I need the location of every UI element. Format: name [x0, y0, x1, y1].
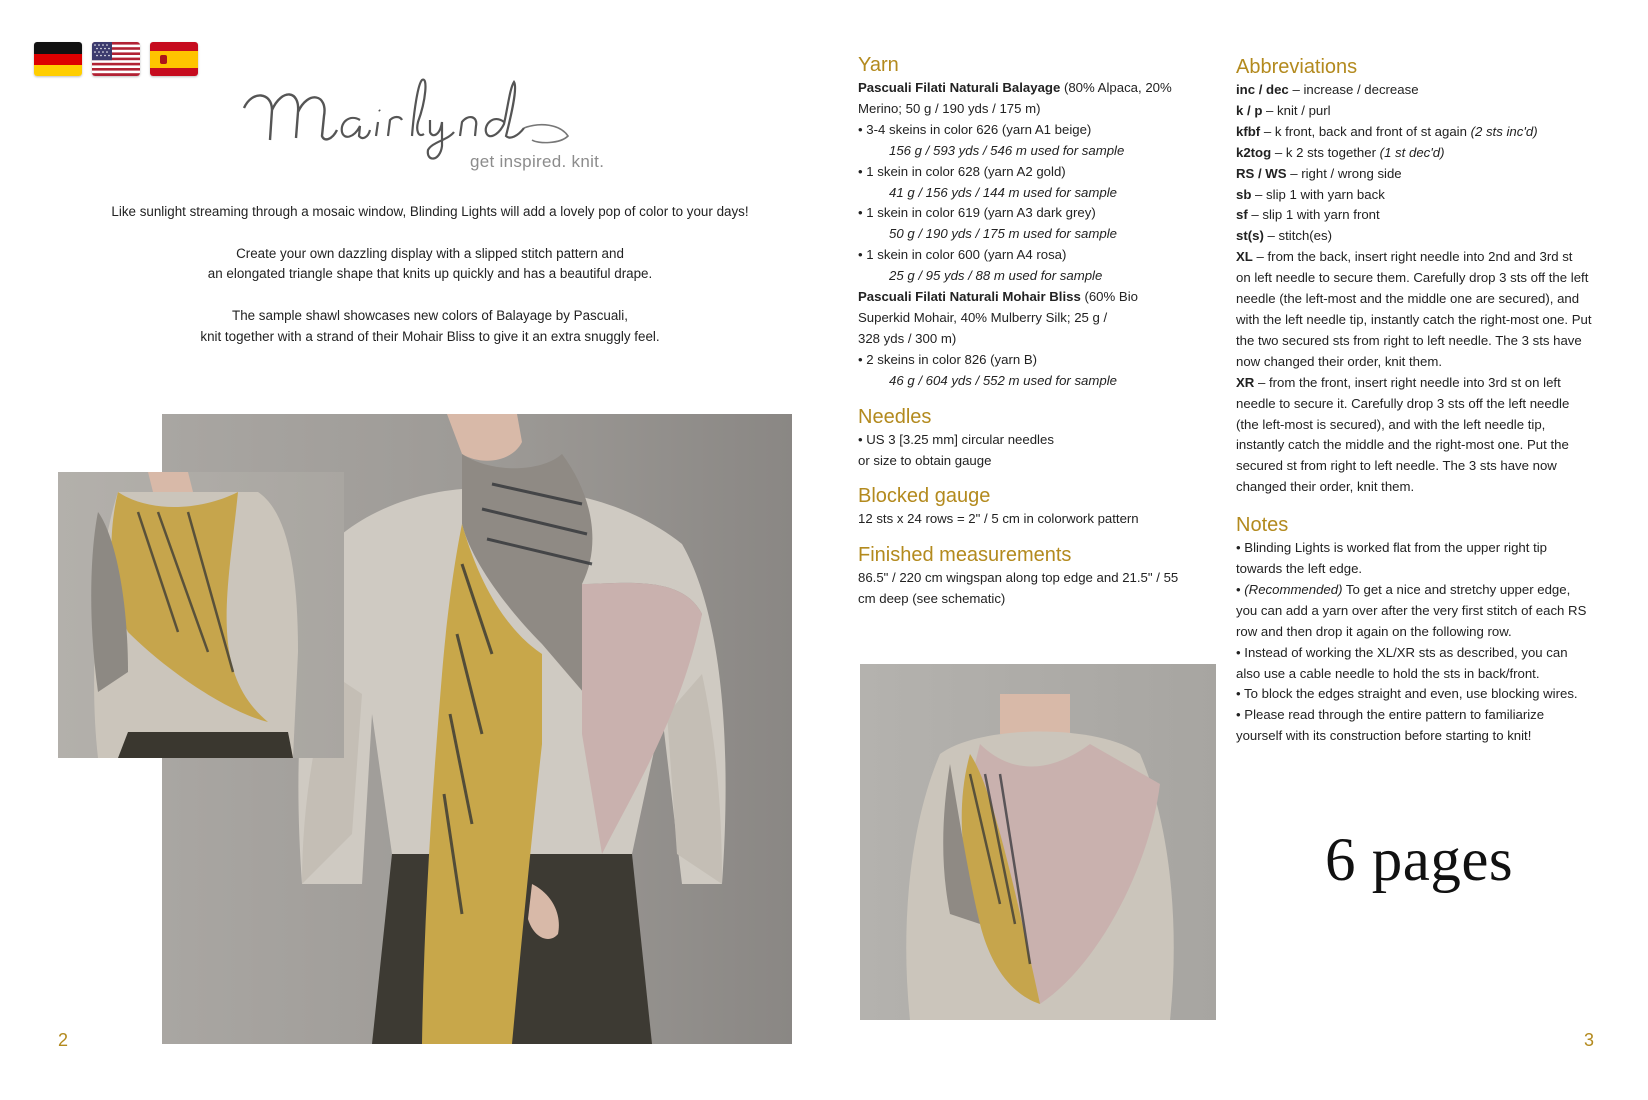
yarn-usage: 25 g / 95 yds / 88 m used for sample [889, 268, 1103, 284]
xl-line: on left needle to secure them. Carefully drop 3 sts off the left [1236, 270, 1589, 286]
abbreviation-term: kfbf [1236, 123, 1261, 139]
xr-line: – from the front, insert right needle into 3rd st on left [1254, 374, 1561, 390]
abbreviation-item [1236, 205, 1596, 226]
notes-heading: Notes [1236, 514, 1289, 537]
xl-line: with the left needle tip, instantly catch the right-most one. Put [1236, 311, 1592, 327]
yarn-usage: 46 g / 604 yds / 552 m used for sample [889, 372, 1117, 388]
abbreviation-item [1236, 164, 1596, 185]
abbreviation-note: (2 sts inc'd) [1470, 123, 1538, 139]
intro-paragraph-1: Like sunlight streaming through a mosaic window, Blinding Lights will add a lovely pop of color to your days! [111, 204, 749, 219]
yarn-item: • 1 skein in color 600 (yarn A4 rosa) [858, 247, 1067, 263]
abbreviations-section [1236, 54, 1596, 498]
abbreviation-def: – increase / decrease [1288, 82, 1419, 97]
abbreviation-item [1236, 185, 1596, 206]
intro-line-4: The sample shawl showcases new colors of Balayage by Pascuali, [232, 307, 628, 323]
intro-line-2: Create your own dazzling display with a slipped stitch pattern and [236, 245, 624, 261]
yarn-section [858, 52, 1218, 392]
xr-line: (the left-most is secured), and with the left needle tip, [1236, 416, 1546, 432]
measurements-line-2: cm deep (see schematic) [858, 591, 1006, 607]
page-count-label: 6 pages [1325, 827, 1514, 894]
abbreviation-term: sb [1236, 186, 1252, 202]
yarn-usage: 156 g / 593 yds / 546 m used for sample [889, 142, 1125, 158]
abbreviation-def: – slip 1 with yarn back [1251, 186, 1385, 202]
abbreviation-term: sf [1236, 207, 1248, 223]
abbreviations-heading: Abbreviations [1236, 56, 1358, 78]
abbreviation-note: (1 st dec'd) [1379, 144, 1445, 160]
measurements-heading: Finished measurements [858, 544, 1072, 567]
abbreviation-item [1236, 226, 1596, 247]
abbreviation-def: – right / wrong side [1286, 165, 1402, 181]
needles-line-2: or size to obtain gauge [858, 452, 992, 468]
recommended-label: (Recommended) [1244, 581, 1343, 597]
xr-line: instantly catch the middle and the right-most one. Put the [1236, 437, 1569, 453]
yarn-brand-1-detail: (80% Alpaca, 20% [1060, 80, 1172, 95]
notes-line: • Please read through the entire pattern to familiarize [1236, 707, 1545, 723]
us-flag-icon[interactable] [92, 42, 140, 76]
intro-line-3: an elongated triangle shape that knits up quickly and has a beautiful drape. [207, 266, 653, 282]
yarn-usage: 50 g / 190 yds / 175 m used for sample [889, 226, 1117, 242]
abbreviations-column [1236, 54, 1596, 759]
yarn-item: • 3-4 skeins in color 626 (yarn A1 beige) [858, 121, 1092, 137]
xr-line: needle to secure it. Carefully drop 3 sts off the left needle [1236, 395, 1570, 411]
xl-definition [1236, 247, 1596, 268]
abbreviation-def: – k 2 sts together [1271, 144, 1380, 160]
abbreviation-def: – slip 1 with yarn front [1247, 207, 1380, 223]
gauge-heading: Blocked gauge [858, 485, 991, 508]
abbreviation-def: – stitch(es) [1263, 228, 1332, 244]
yarn-usage: 41 g / 156 yds / 144 m used for sample [889, 184, 1117, 200]
notes-line: • Instead of working the XL/XR sts as described, you can [1236, 644, 1568, 660]
notes-line: towards the left edge. [1236, 561, 1363, 577]
abbreviation-term: k2tog [1236, 144, 1272, 160]
yarn-brand-2-detail: (60% Bio [1080, 289, 1138, 305]
yarn-brand-1: Pascuali Filati Naturali Balayage [858, 80, 1061, 95]
abbreviation-term: inc / dec [1236, 82, 1289, 97]
notes-section [1236, 512, 1596, 747]
notes-line-text: To get a nice and stretchy upper edge, [1342, 581, 1571, 597]
xr-definition [1236, 373, 1596, 394]
notes-line: also use a cable needle to hold the sts in back/front. [1236, 665, 1540, 681]
notes-line: • To block the edges straight and even, use blocking wires. [1236, 686, 1578, 702]
page-number-left: 2 [58, 1030, 69, 1050]
yarn-brand-2-line2: Superkid Mohair, 40% Mulberry Silk; 25 g / [858, 309, 1108, 325]
shawl-photo-side [58, 472, 344, 758]
xl-term: XL [1236, 249, 1253, 265]
shawl-photo-front [860, 664, 1216, 1020]
yarn-brand-2: Pascuali Filati Naturali Mohair Bliss [858, 289, 1081, 305]
xr-term: XR [1236, 374, 1255, 390]
xl-line: now changed their order, knit them. [1236, 353, 1442, 369]
yarn-item: • 2 skeins in color 826 (yarn B) [858, 351, 1038, 367]
measurements-line-1: 86.5" / 220 cm wingspan along top edge and 21.5" / 55 [858, 570, 1179, 586]
xl-line: needle (the left-most and the middle one are secured), and [1236, 291, 1580, 307]
intro-line-5: knit together with a strand of their Mohair Bliss to give it an extra snuggly feel. [200, 328, 660, 344]
gauge-section [858, 483, 1218, 530]
needles-section [858, 404, 1218, 472]
xr-line: secured st from right to left needle. The 3 sts have now [1236, 458, 1557, 474]
abbreviation-def: – knit / purl [1262, 102, 1331, 118]
materials-column [858, 52, 1218, 622]
abbreviation-term: RS / WS [1236, 165, 1287, 181]
abbreviation-item [1236, 80, 1596, 101]
abbreviation-def: – k front, back and front of st again [1260, 123, 1471, 139]
notes-line: • Blinding Lights is worked flat from the upper right tip [1236, 540, 1548, 556]
xl-line: the two secured sts from right to left needle. The 3 sts have [1236, 332, 1582, 348]
abbreviation-item [1236, 122, 1596, 143]
abbreviation-item [1236, 143, 1596, 164]
gauge-line-1: 12 sts x 24 rows = 2" / 5 cm in colorwork pattern [858, 511, 1139, 527]
intro-text [80, 202, 780, 348]
page-number-right: 3 [1584, 1030, 1595, 1050]
abbreviation-term: k / p [1236, 102, 1263, 118]
notes-line: you can add a yarn over after the very first stitch of each RS [1236, 602, 1587, 618]
needles-line-1: • US 3 [3.25 mm] circular needles [858, 431, 1054, 447]
xr-line: changed their order, knit them. [1236, 479, 1415, 495]
german-flag-icon[interactable] [34, 42, 82, 76]
notes-line: • (Recommended) To get a nice and stretchy upper edge, [1236, 581, 1571, 597]
xl-line: – from the back, insert right needle into 2nd and 3rd st [1252, 249, 1573, 265]
spanish-flag-icon[interactable] [150, 42, 198, 76]
notes-line: yourself with its construction before starting to knit! [1236, 728, 1532, 744]
yarn-item: • 1 skein in color 628 (yarn A2 gold) [858, 163, 1066, 179]
yarn-brand-2-line3: 328 yds / 300 m) [858, 330, 957, 346]
yarn-brand-1-line2: Merino; 50 g / 190 yds / 175 m) [858, 100, 1041, 116]
abbreviation-item [1236, 101, 1596, 122]
measurements-section [858, 542, 1218, 610]
yarn-item: • 1 skein in color 619 (yarn A3 dark grey) [858, 205, 1096, 221]
yarn-heading: Yarn [858, 54, 899, 76]
notes-line: row and then drop it again on the following row. [1236, 623, 1512, 639]
abbreviation-term: st(s) [1236, 228, 1264, 244]
logo-tagline: get inspired. knit. [470, 152, 605, 171]
needles-heading: Needles [858, 405, 932, 428]
